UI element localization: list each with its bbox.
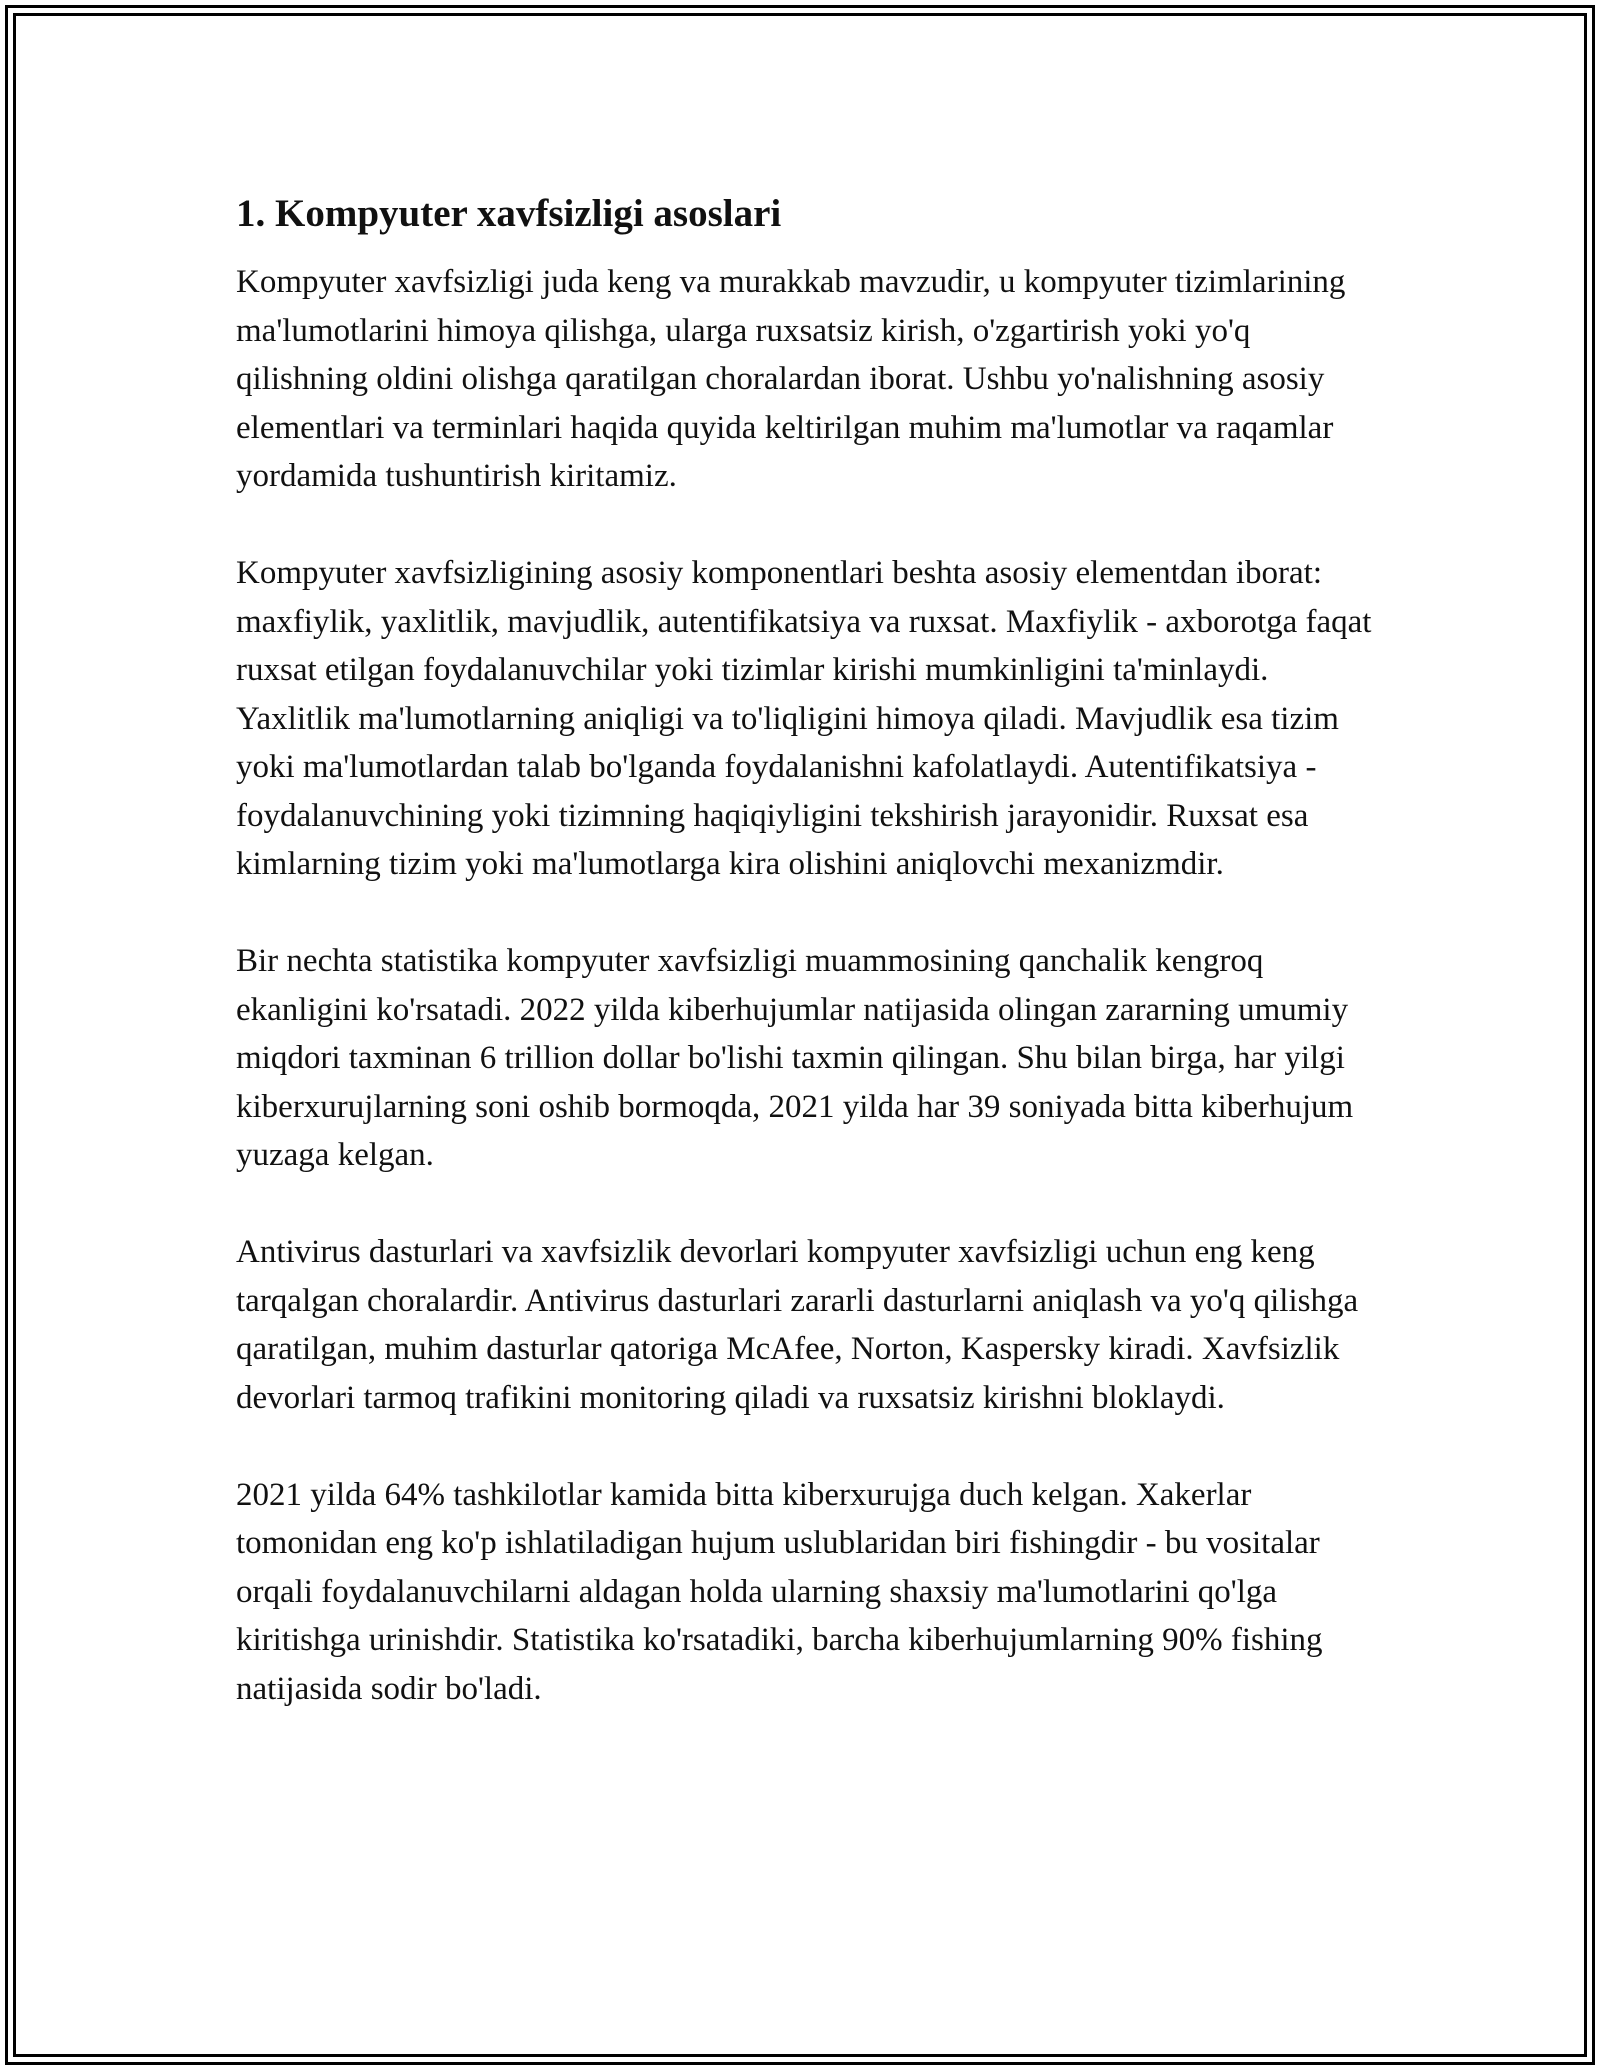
paragraph-phishing: 2021 yilda 64% tashkilotlar kamida bitta kiberxurujga duch kelgan. Xakerlar tomonidan eng ko'p ishlatiladigan hujum uslublaridan biri fishingdir - bu vositalar orqali foydalanuvchilarni aldagan holda ularning shaxsiy ma'lumotlarini qo'lga kiritishga urinishdir. Statistika ko'rsatadiki, barcha kiberhujumlarning 90% fishing natijasida sodir bo'ladi.	[236, 1476, 1323, 1707]
paragraph-statistics: Bir nechta statistika kompyuter xavfsizligi muammosining qanchalik kengroq ekanligini ko'rsatadi. 2022 yilda kiberhujumlar natijasida olingan zararning umumiy miqdori taxminan 6 trillion dollar bo'lishi taxmin qilingan. Shu bilan birga, har yilgi kiberxurujlarning soni oshib bormoqda, 2021 yilda har 39 soniyada bitta kiberhujum yuzaga kelgan.	[236, 943, 1354, 1173]
paragraph-antivirus: Antivirus dasturlari va xavfsizlik devorlari kompyuter xavfsizligi uchun eng keng tarqalgan choralardir. Antivirus dasturlari zararli dasturlarni aniqlash va yo'q qilishga qaratilgan, muhim dasturlar qatoriga McAfee, Norton, Kaspersky kiradi. Xavfsizlik devorlari tarmoq trafikini monitoring qiladi va ruxsatsiz kirishni bloklaydi.	[236, 1234, 1359, 1416]
section-heading: 1. Kompyuter xavfsizligi asoslari	[236, 192, 782, 235]
document-body	[236, 188, 1376, 1713]
paragraph-intro: Kompyuter xavfsizligi juda keng va murakkab mavzudir, u kompyuter tizimlarining ma'lumotlarini himoya qilishga, ularga ruxsatsiz kirish, o'zgartirish yoki yo'q qilishning oldini olishga qaratilgan choralardan iborat. Ushbu yo'nalishning asosiy elementlari va terminlari haqida quyida keltirilgan muhim ma'lumotlar va raqamlar yordamida tushuntirish kiritamiz.	[236, 264, 1346, 494]
paragraph-components: Kompyuter xavfsizligining asosiy komponentlari beshta asosiy elementdan iborat: maxfiylik, yaxlitlik, mavjudlik, autentifikatsiya va ruxsat. Maxfiylik - axborotga faqat ruxsat etilgan foydalanuvchilar yoki tizimlar kirishi mumkinligini ta'minlaydi. Yaxlitlik ma'lumotlarning aniqligi va to'liqligini himoya qiladi. Mavjudlik esa tizim yoki ma'lumotlardan talab bo'lganda foydalanishni kafolatlaydi. Autentifikatsiya - foydalanuvchining yoki tizimning haqiqiyligini tekshirish jarayonidir. Ruxsat esa kimlarning tizim yoki ma'lumotlarga kira olishini aniqlovchi mexanizmdir.	[236, 555, 1372, 882]
